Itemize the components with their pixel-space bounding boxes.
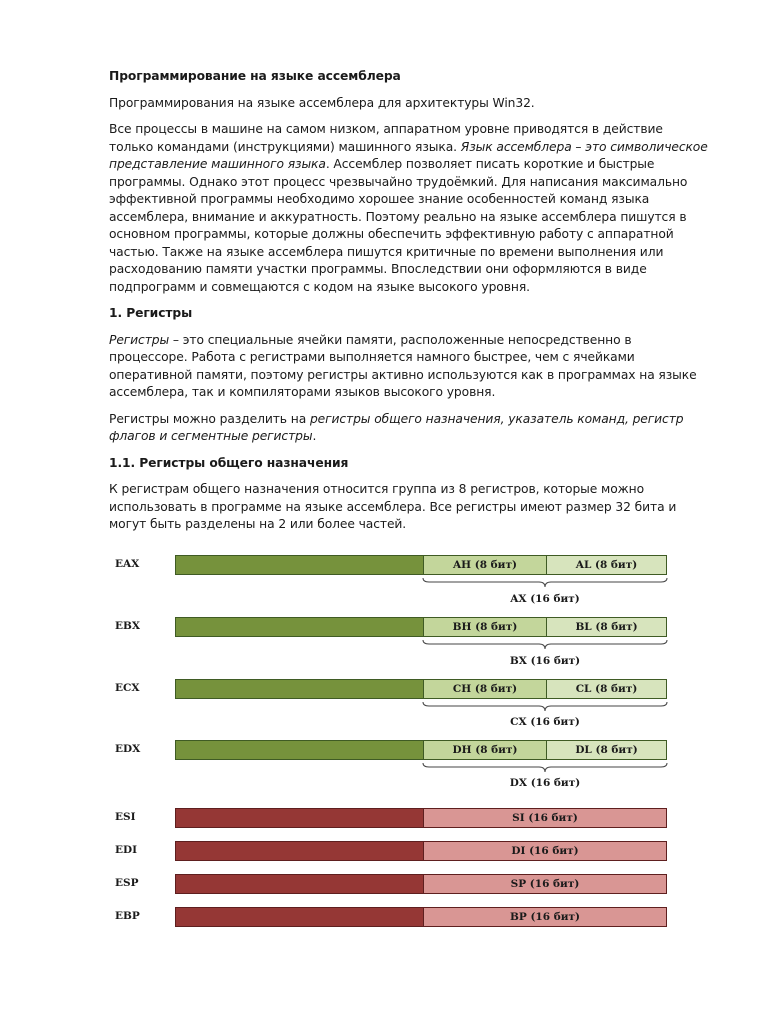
intro-text-2: . Ассемблер позволяет писать короткие и быстрые программы. Однако этот процесс чрезвычайно трудоёмкий. Для написания максимально эффективной программы необходимо хорошее знание особенностей команд языка ассемблера, внимание и аккуратность. Поэтому реально на языке ассемблера пишутся в основном программы, которые должны обеспечить эффективную работу с аппаратной частью. Также на языке ассемблера пишутся критичные по времени выполнения или расходованию памяти участки программы. Впоследствии они оформляются в виде подпрограмм и совмещаются с кодом на языке высокого уровня. (109, 157, 688, 294)
register-low-word: BP (16 бит) (423, 908, 666, 926)
document-body (109, 68, 709, 543)
brace-icon (421, 639, 669, 651)
register-low-byte: CL (8 бит) (546, 680, 666, 698)
register-word-label: DX (16 бит) (509, 777, 581, 789)
section-1-heading: 1. Регистры (109, 306, 193, 320)
register-bar (175, 874, 667, 894)
register-high-part (176, 908, 423, 926)
register-name: EBX (115, 620, 141, 632)
register-low-byte: AL (8 бит) (546, 556, 666, 574)
document-subtitle: Программирования на языке ассемблера для архитектуры Win32. (109, 95, 535, 110)
register-word-label: AX (16 бит) (510, 593, 580, 605)
brace-icon (421, 762, 669, 774)
general-registers-paragraph: К регистрам общего назначения относится группа из 8 регистров, которые можно использовать в программе на языке ассемблера. Все регистры имеют размер 32 бита и могут быть разделены на 2 или более частей. (109, 482, 677, 531)
intro-italic: Язык ассемблера – это символическое представление машинного языка (109, 139, 708, 171)
registers-definition-text: – это специальные ячейки памяти, расположенные непосредственно в процессоре. Работа с регистрами выполняется намного быстрее, чем с ячейками оперативной памяти, поэтому регистры активно используются как в программах на языке ассемблера, так и компиляторами языков высокого уровня. (109, 332, 697, 399)
registers-kinds-start: Регистры можно разделить на (109, 411, 310, 426)
registers-kinds-italic: регистры общего назначения, указатель команд, регистр флагов и сегментные регистры (109, 411, 684, 443)
register-bar (175, 841, 667, 861)
register-name: EBP (115, 910, 140, 922)
register-name: ECX (115, 682, 140, 694)
register-high-part (176, 680, 423, 698)
register-high-byte: AH (8 бит) (423, 556, 546, 574)
register-high-byte: CH (8 бит) (423, 680, 546, 698)
brace-icon (421, 701, 669, 713)
register-name: EDI (115, 844, 138, 856)
registers-term: Регистры (109, 332, 170, 347)
register-bar (175, 617, 667, 637)
register-low-word: SP (16 бит) (423, 875, 666, 893)
register-high-byte: DH (8 бит) (423, 741, 546, 759)
register-high-part (176, 741, 423, 759)
register-low-word: DI (16 бит) (423, 842, 666, 860)
registers-diagram (109, 550, 679, 930)
section-1-1-heading: 1.1. Регистры общего назначения (109, 455, 349, 470)
register-high-byte: BH (8 бит) (423, 618, 546, 636)
document-title: Программирование на языке ассемблера (109, 69, 401, 83)
registers-kinds-paragraph (109, 411, 709, 446)
register-word-label: BX (16 бит) (509, 655, 581, 667)
register-high-part (176, 809, 423, 827)
register-low-byte: DL (8 бит) (546, 741, 666, 759)
register-bar (175, 907, 667, 927)
register-high-part (176, 875, 423, 893)
register-high-part (176, 556, 423, 574)
intro-paragraph (109, 121, 709, 296)
register-bar (175, 679, 667, 699)
registers-kinds-end: . (312, 429, 317, 443)
register-low-word: SI (16 бит) (423, 809, 666, 827)
register-word-label: CX (16 бит) (510, 716, 580, 728)
register-bar (175, 555, 667, 575)
register-name: EAX (115, 558, 140, 570)
registers-definition-paragraph (109, 332, 709, 402)
register-bar (175, 808, 667, 828)
register-high-part (176, 842, 423, 860)
brace-icon (421, 577, 669, 589)
register-low-byte: BL (8 бит) (546, 618, 666, 636)
register-bar (175, 740, 667, 760)
register-name: ESI (115, 811, 136, 823)
intro-text-1: Все процессы в машине на самом низком, аппаратном уровне приводятся в действие только командами (инструкциями) машинного языка. (109, 122, 663, 154)
register-name: EDX (115, 743, 141, 755)
register-high-part (176, 618, 423, 636)
register-name: ESP (115, 877, 139, 889)
